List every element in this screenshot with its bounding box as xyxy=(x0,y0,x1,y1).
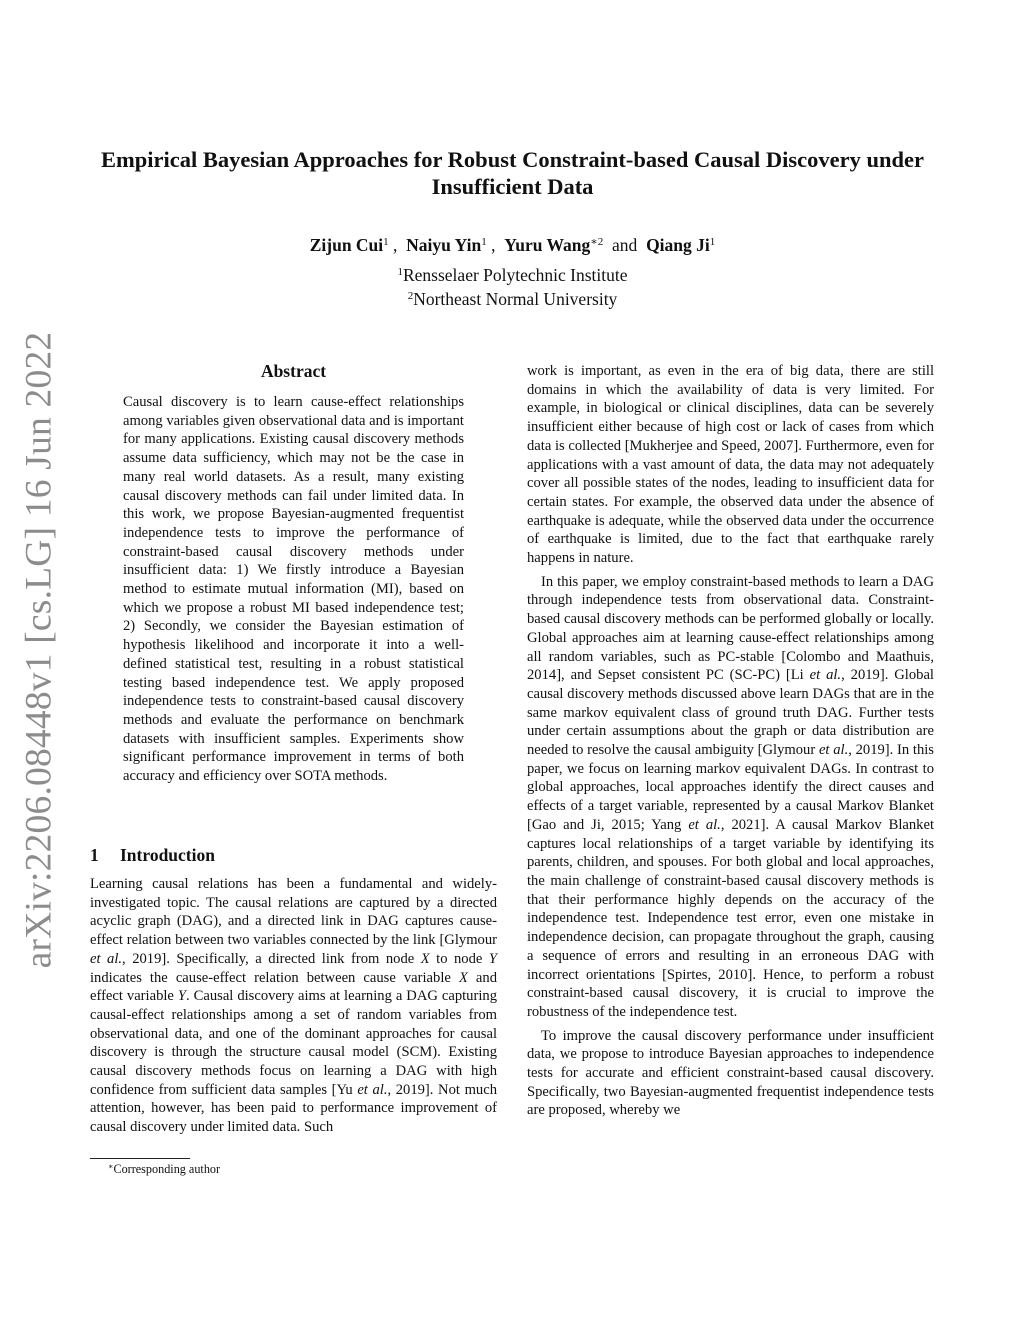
author-name: Qiang Ji xyxy=(646,235,710,255)
intro-left-column xyxy=(90,875,497,1137)
paragraph: Learning causal relations has been a fundamental and widely-investigated topic. The causal relations are captured by a directed acyclic graph (DAG), and a directed link in DAG captures cause-effect relation between two variables connected by the link [Glymour et al., 2019]. Specifically, a directed link from node X to node Y indicates the cause-effect relation between cause variable X and effect variable Y. Causal discovery aims at learning a DAG capturing causal-effect relationships among a set of random variables from observational data, and one of the dominant approaches for causal discovery is through the structure causal model (SCM). Existing causal discovery methods focus on learning a DAG with high confidence from sufficient data samples [Yu et al., 2019]. Not much attention, however, has been paid to performance improvement of causal discovery under limited data. Such xyxy=(90,876,498,1136)
abstract-body: Causal discovery is to learn cause-effect relationships among variables given observational data and is important for many applications. Existing causal discovery methods assume data sufficiency, which may not be the case in many real world datasets. As a result, many existing causal discovery methods can fail under limited data. In this work, we propose Bayesian-augmented frequentist independence tests to improve the performance of constraint-based causal discovery methods under insufficient data: 1) We firstly introduce a Bayesian method to estimate mutual information (MI), based on which we propose a robust MI based independence test; 2) Secondly, we consider the Bayesian estimation of hypothesis likelihood and incorporate it into a well-defined statistical test, resulting in a robust statistical testing based independence test. We apply proposed independence tests to constraint-based causal discovery methods and evaluate the performance on benchmark datasets with insufficient samples. Experiments show significant performance improvement in terms of both accuracy and efficiency over SOTA methods. xyxy=(123,394,464,785)
section-number: 1 xyxy=(90,845,99,865)
author-affiliation-mark: 1 xyxy=(481,236,487,248)
author-name: Yuru Wang xyxy=(504,235,591,255)
paragraph: In this paper, we employ constraint-based methods to learn a DAG through independence tests from observational data. Constraint-based causal discovery methods can be performed globally or locally. Global approaches aim at learning cause-effect relationships among all random variables, such as PC-stable [Colombo and Maathuis, 2014], and Sepset consistent PC (SC-PC) [Li et al., 2019]. Global causal discovery methods discussed above learn DAGs that are in the same markov equivalent class of ground truth DAG. Further tests under certain assumptions about the graph or data distribution are needed to resolve the causal ambiguity [Glymour et al., 2019]. In this paper, we focus on learning markov equivalent DAGs. In contrast to global approaches, local approaches identify the direct causes and effects of a target variable, represented by a causal Markov Blanket [Gao and Ji, 2015; Yang et al., 2021]. A causal Markov Blanket captures local relationships of a target variable by identifying its parents, children, and spouses. For both global and local approaches, the main challenge of constraint-based causal discovery methods is that their performance highly depends on the accuracy of the independence test. Independence test error, even one mistake in independence decision, can propagate throughout the graph, causing a sequence of errors and resulting in an erroneous DAG with incorrect orientations [Spirtes, 2010]. Hence, to perform a robust constraint-based causal discovery, it is crucial to improve the robustness of the independence test. xyxy=(527,573,934,1020)
paragraph: work is important, as even in the era of big data, there are still domains in which the availability of data is very limited. For example, in biological or clinical disciplines, data can be severely insufficient either because of high cost or lack of cases from which data is collected [Mukherjee and Speed, 2007]. Furthermore, even for applications with a vast amount of data, the data may not adequately cover all possible states of the nodes, leading to insufficient data for certain states. For example, the observed data under the absence of earthquake is adequate, while the observed data under the occurrence of earthquake is limited, due to the fact that earthquake rarely happens in nature. xyxy=(527,363,934,567)
abstract-heading: Abstract xyxy=(260,361,327,381)
math-variable: X xyxy=(420,950,430,967)
intro-right-column xyxy=(527,362,934,1120)
math-variable: Y xyxy=(177,988,187,1005)
section-heading xyxy=(90,845,215,866)
math-variable: X xyxy=(458,969,468,986)
citation-etal: et al. xyxy=(818,742,849,759)
author-affiliation-mark: 1 xyxy=(709,236,716,248)
author-conjunction: and xyxy=(612,235,638,255)
affiliation-mark: 2 xyxy=(407,290,414,302)
paragraph: To improve the causal discovery performance under insufficient data, we propose to introduce Bayesian approaches to independence tests for accurate and efficient constraint-based causal discovery. Specifically, two Bayesian-augmented frequentist independence tests are proposed, whereby we xyxy=(527,1027,934,1119)
affiliation xyxy=(90,261,935,286)
author-list: Zijun Cui$^1$ , Naiyu Yin$^1$ , Yuru Wang$^{∗2}$ and Qiang Ji$^1$ xyxy=(309,235,716,255)
arxiv-identifier: arXiv:2206.08448v1 [cs.LG] 16 Jun 2022 xyxy=(18,331,60,969)
math-variable: Y xyxy=(488,950,498,967)
affiliation-name: Northeast Normal University xyxy=(413,289,618,309)
citation-etal: et al. xyxy=(90,950,123,967)
author-name: Zijun Cui xyxy=(309,235,384,255)
paper-title: Empirical Bayesian Approaches for Robust Constraint-based Causal Discovery under Insufficient Data xyxy=(101,147,924,199)
footnote xyxy=(108,1162,220,1177)
footnote-rule xyxy=(90,1158,190,1159)
section-title: Introduction xyxy=(120,845,215,865)
author-affiliation-mark: 1 xyxy=(383,236,389,248)
citation-etal: et al. xyxy=(809,667,842,684)
author-affiliation-mark: ∗2 xyxy=(590,236,604,248)
affiliation-mark: 1 xyxy=(397,266,403,278)
affiliation xyxy=(90,285,935,310)
footnote-mark: ∗ xyxy=(108,1162,114,1171)
affiliation-name: Rensselaer Polytechnic Institute xyxy=(402,265,628,285)
citation-etal: et al. xyxy=(357,1081,388,1098)
footnote-text: Corresponding author xyxy=(113,1162,221,1176)
author-name: Naiyu Yin xyxy=(406,235,482,255)
citation-etal: et al. xyxy=(688,816,721,833)
